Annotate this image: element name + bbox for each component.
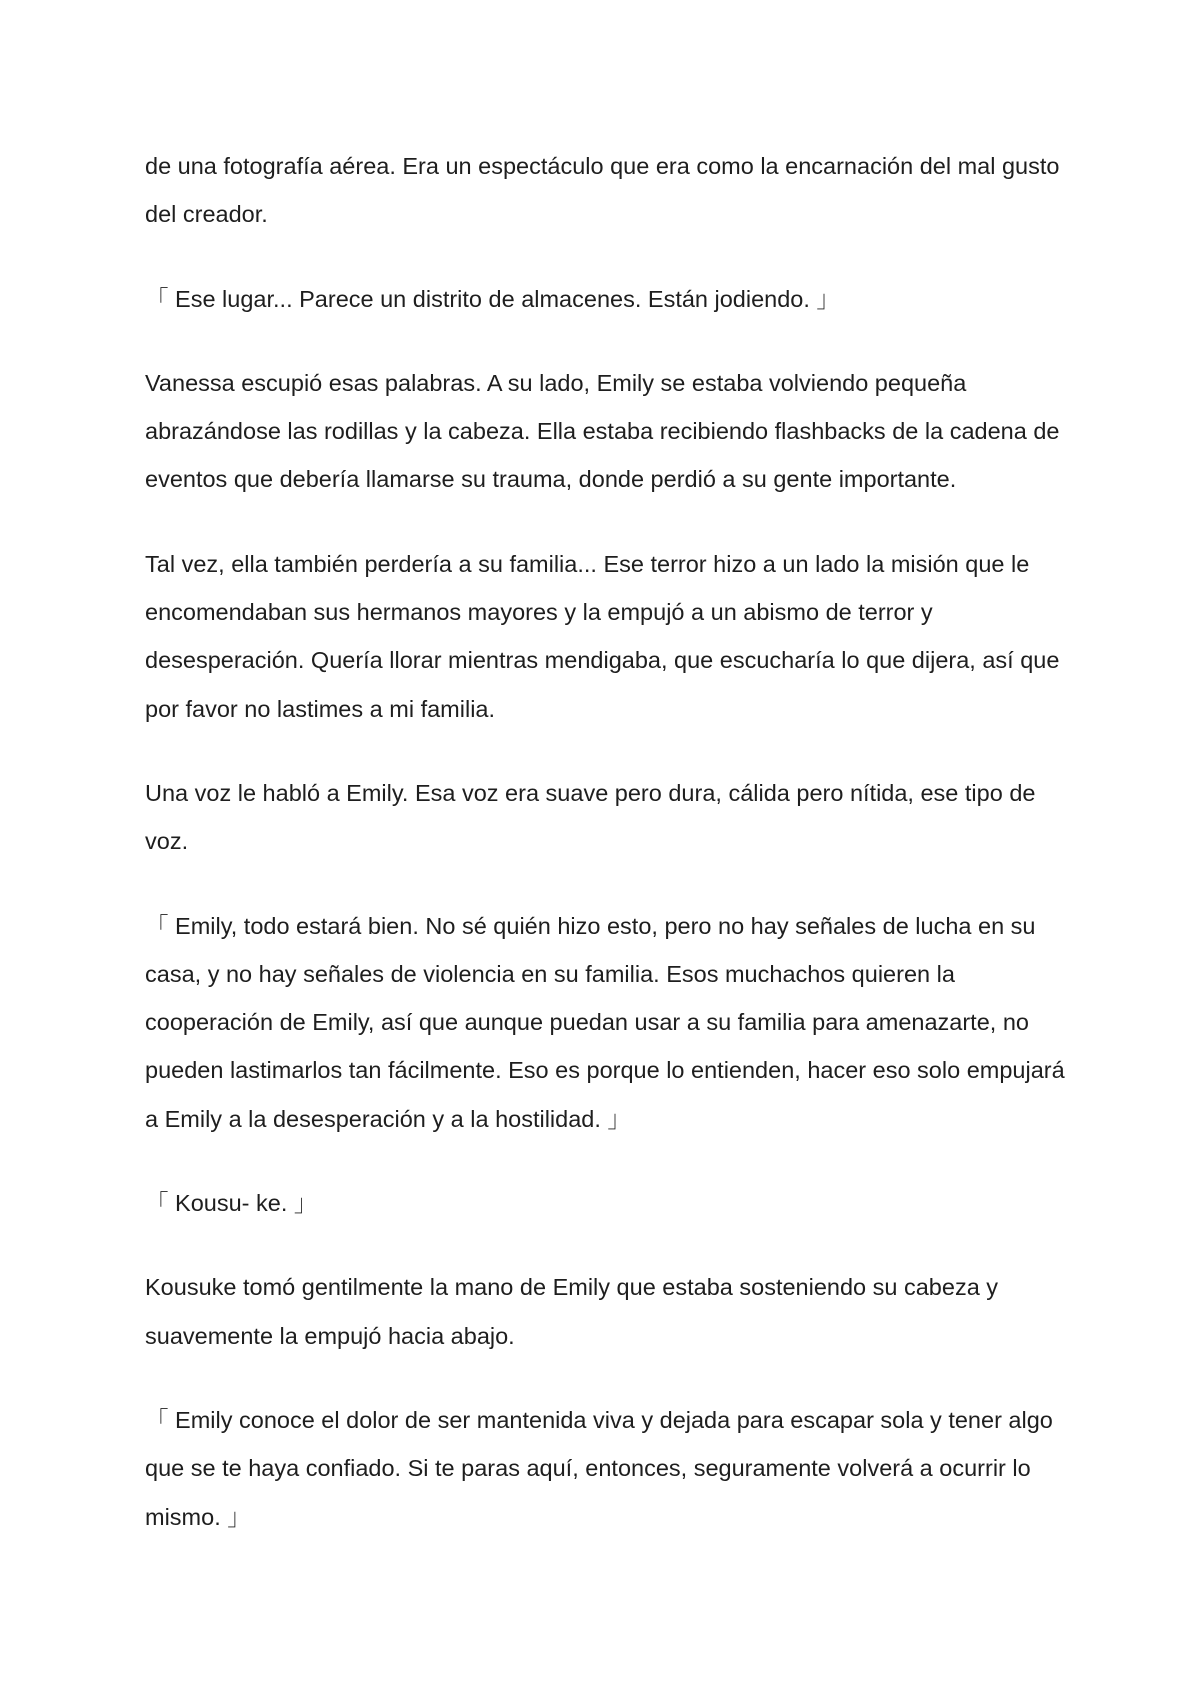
paragraph: Una voz le habló a Emily. Esa voz era suave pero dura, cálida pero nítida, ese tipo de voz. xyxy=(145,779,1036,855)
dialogue-paragraph: 「 Emily, todo estará bien. No sé quién hizo esto, pero no hay señales de lucha en su casa, y no hay señales de violencia en su familia. Esos muchachos quieren la cooperación de Emily, así que aunque puedan usar a su familia para amenazarte, no pueden lastimarlos tan fácilmente. Eso es porque lo entienden, hacer eso solo empujará a Emily a la desesperación y a la hostilidad. 」 xyxy=(145,912,1065,1132)
dialogue-paragraph: 「 Emily conoce el dolor de ser mantenida viva y dejada para escapar sola y tener algo que se te haya confiado. Si te paras aquí, entonces, seguramente volverá a ocurrir lo mismo. 」 xyxy=(145,1406,1053,1530)
paragraph: Vanessa escupió esas palabras. A su lado, Emily se estaba volviendo pequeña abrazándose las rodillas y la cabeza. Ella estaba recibiendo flashbacks de la cadena de eventos que debería llamarse su trauma, donde perdió a su gente importante. xyxy=(145,369,1060,493)
paragraph: Tal vez, ella también perdería a su familia... Ese terror hizo a un lado la misión que le encomendaban sus hermanos mayores y la empujó a un abismo de terror y desesperación. Quería llorar mientras mendigaba, que escucharía lo que dijera, así que por favor no lastimes a mi familia. xyxy=(145,550,1060,722)
text-body xyxy=(145,142,1065,1577)
paragraph: de una fotografía aérea. Era un espectáculo que era como la encarnación del mal gusto del creador. xyxy=(145,153,1060,228)
dialogue-paragraph: 「 Kousu- ke. 」 xyxy=(145,1190,318,1217)
dialogue-paragraph: 「 Ese lugar... Parece un distrito de almacenes. Están jodiendo. 」 xyxy=(145,285,840,312)
paragraph: Kousuke tomó gentilmente la mano de Emily que estaba sosteniendo su cabeza y suavemente la empujó hacia abajo. xyxy=(145,1274,999,1349)
